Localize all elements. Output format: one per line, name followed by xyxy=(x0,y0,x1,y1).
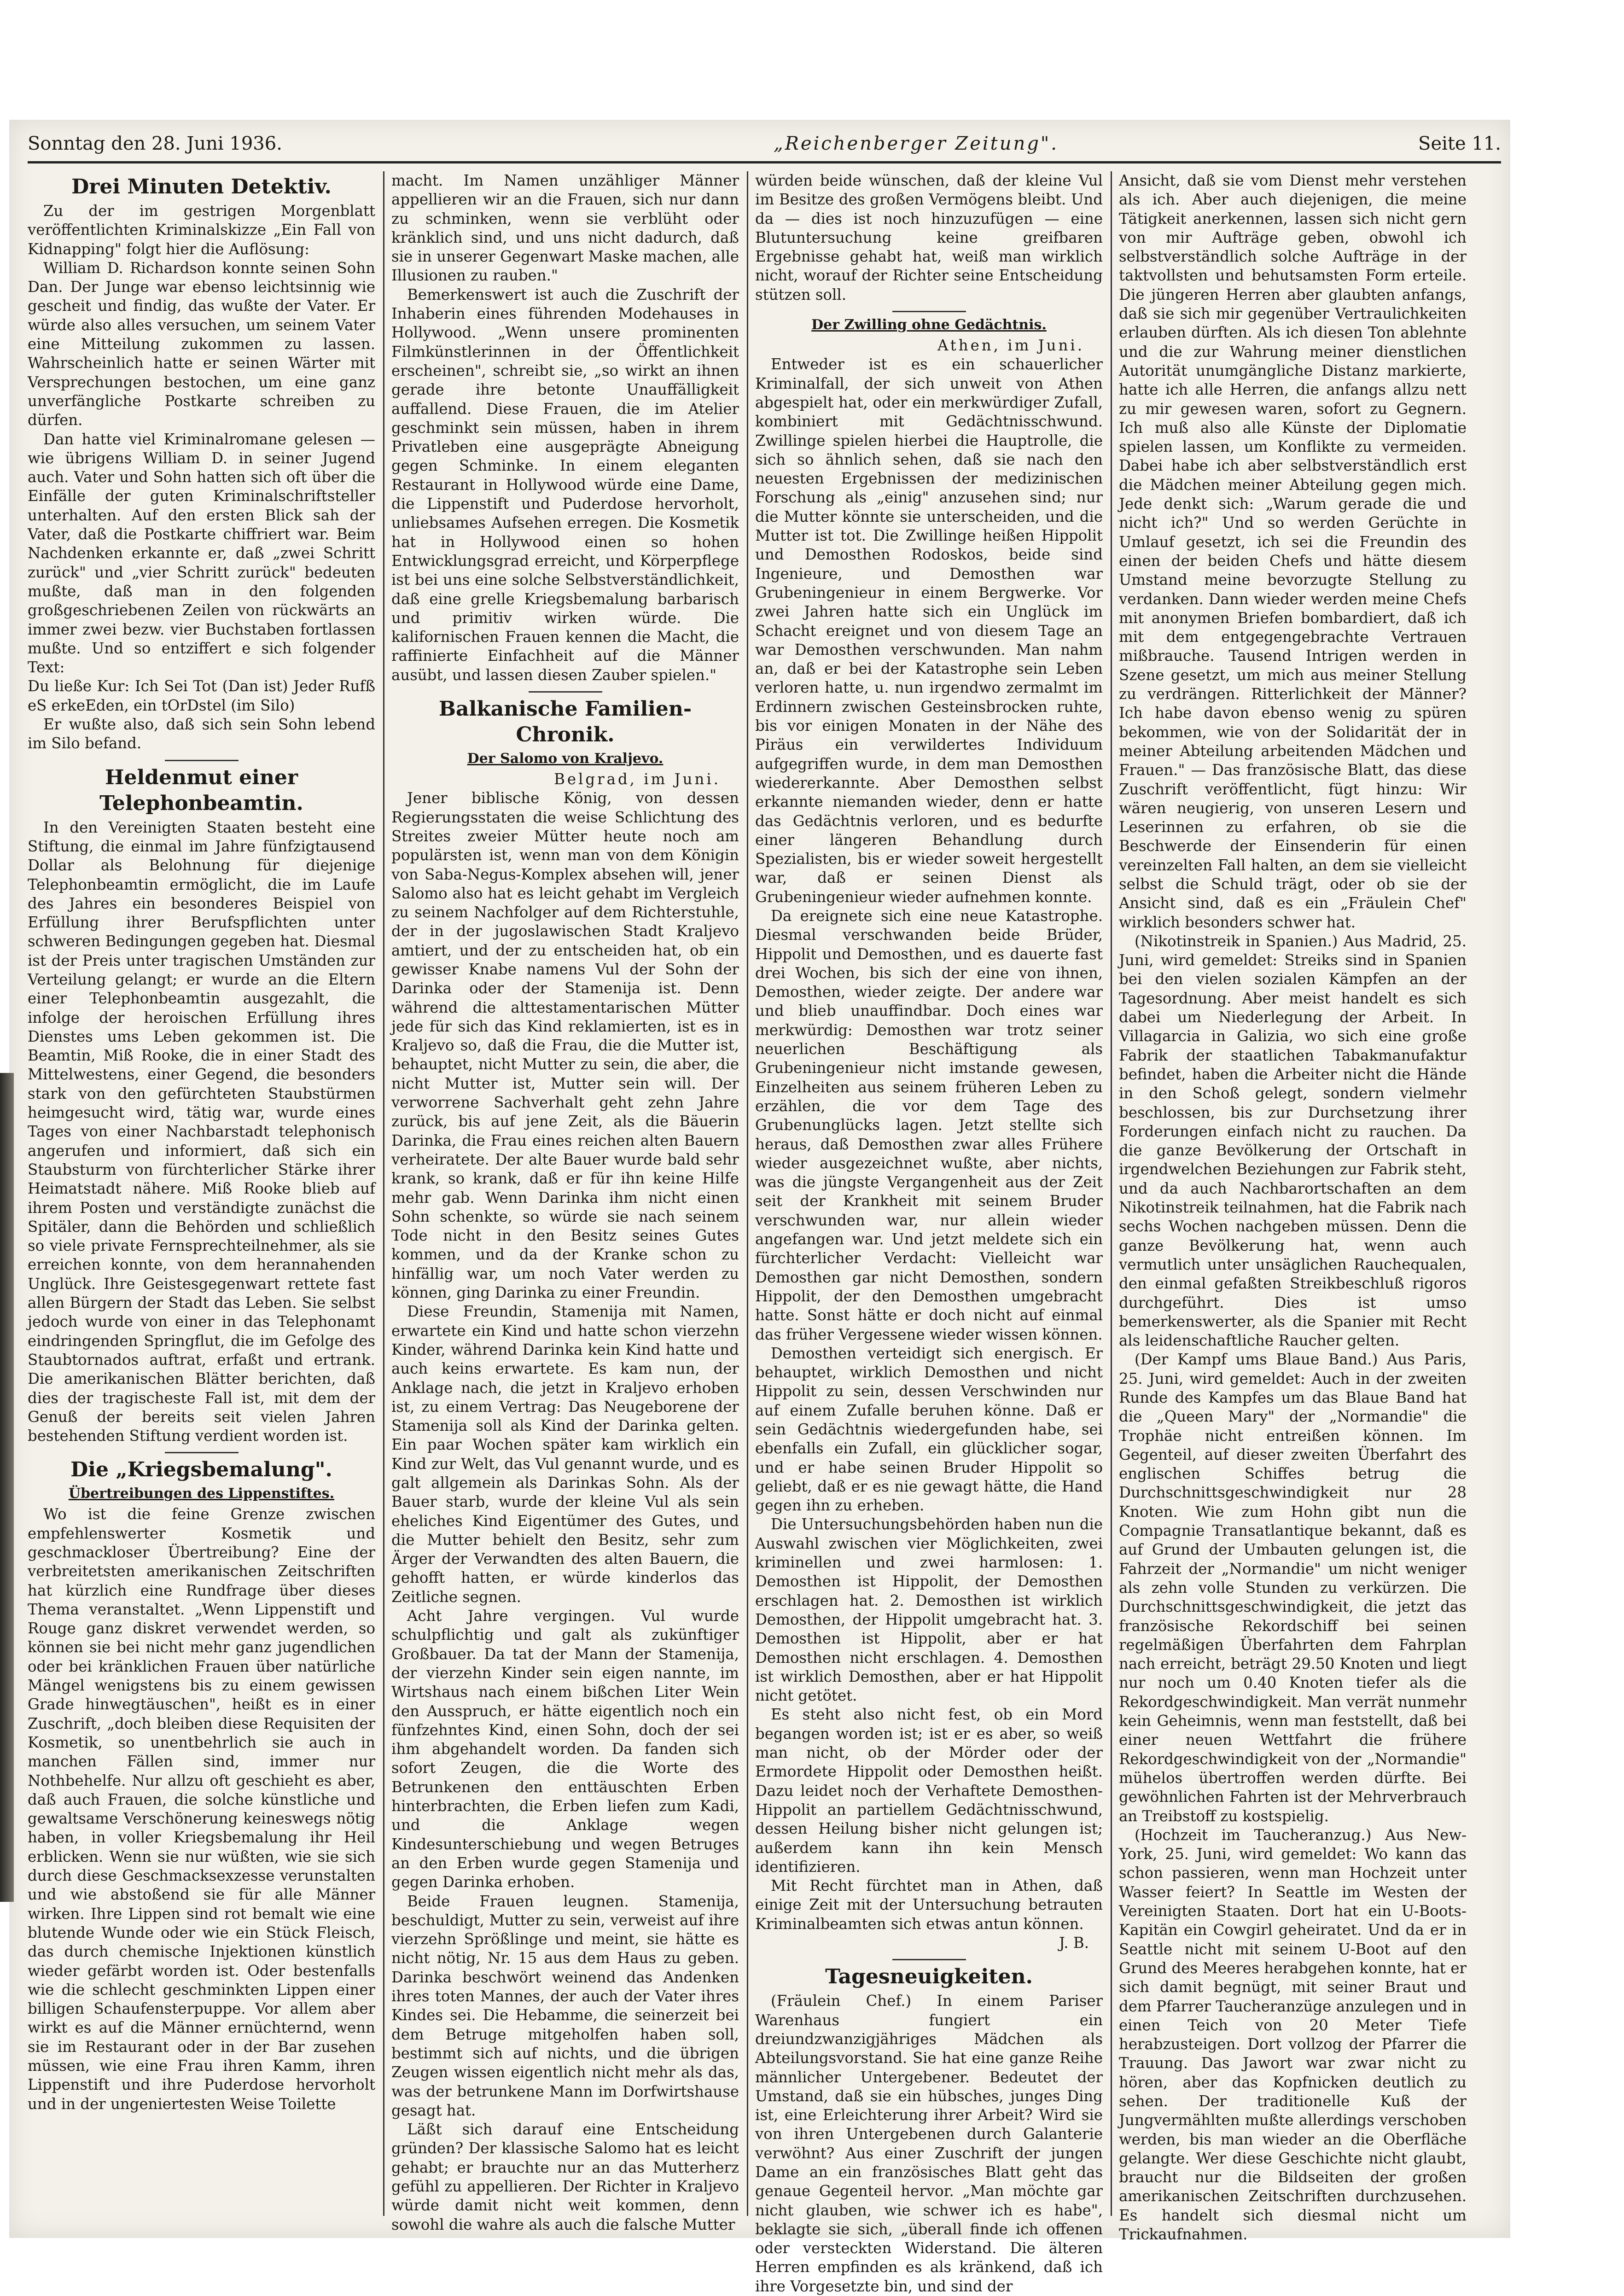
column-1 xyxy=(28,171,375,2216)
dateline: Athen, im Juni. xyxy=(937,337,1084,355)
paragraph: Die Untersuchungsbehörden haben nun die Auswahl zwischen vier Möglichkeiten, zwei kriminellen und zwei harmlosen: 1. Demosthen ist Hippolit, der Demosthen erschlagen hat. 2. Demosthen ist wirklich Demosthen, der Hippolit umgebracht hat. 3. Demosthen ist Hippolit, aber er hat Demosthen nicht erschlagen. 4. Demosthen ist wirklich Demosthen, aber er hat Hippolit nicht getötet. xyxy=(755,1515,1103,1705)
paragraph: Beide Frauen leugnen. Stamenija, beschuldigt, Mutter zu sein, verweist auf ihre vierzehn Sprößlinge und meint, sie hätte es nicht nötig, Nr. 15 aus dem Haus zu geben. Darinka beschwört weinend das Andenken ihres toten Mannes, der auch der Vater ihres Kindes sei. Die Hebamme, die seinerzeit bei dem Betruge mitgeholfen haben soll, bestimmt sich auf nichts, und die übrigen Zeugen wissen eigentlich nicht mehr als das, was der betrunkene Mann im Dorfwirtshause gesagt hat. xyxy=(391,1892,739,2119)
paragraph: Bemerkenswert ist auch die Zuschrift der Inhaberin eines führenden Modehauses in Hollywood. „Wenn unsere prominenten Filmkünstlerinnen in der Öffentlichkeit erscheinen", schreibt sie, „so wirkt an ihnen gerade ihre betonte Unauffälligkeit auffallend. Diese Frauen, die im Atelier geschminkt sein müssen, haben in ihrem Privatleben eine ausgeprägte Abneigung gegen Schminke. In einem eleganten Restaurant in Hollywood würde eine Dame, die Lippenstift und Puderdose hervorholt, unliebsames Aufsehen erregen. Die Kosmetik hat in Hollywood einen so hohen Entwicklungsgrad erreicht, und Körperpflege ist bei uns eine solche Selbstverständlichkeit, daß eine grelle Kriegsbemalung barbarisch und primitiv wirken würde. Die kalifornischen Frauen kennen die Macht, die raffinierte Einfachheit auf die Männer ausübt, und lassen diesen Zauber spielen." xyxy=(391,286,739,684)
dateline: Belgrad, im Juni. xyxy=(554,770,721,788)
cipher-text: Du ließe Kur: Ich Sei Tot (Dan ist) Jeder Rufß eS erkeEden, ein tOrDstel (im Silo) xyxy=(28,677,375,714)
paragraph: Acht Jahre vergingen. Vul wurde schulpflichtig und galt als zukünftiger Großbauer. Da tat der Mann der Stamenija, der vierzehn Kinder sein eigen nannte, im Wirtshaus nach einem bißchen Liter Wein den Ausspruch, er hätte eigentlich noch ein fünfzehntes Kind, einen Sohn, doch der sei ihm abgehandelt worden. Da fanden sich sofort Zeugen, die die Worte des Betrunkenen den enttäuschten Erben hinterbrachten, die Erben liefen zum Kadi, und die Anklage wegen Kindesunterschiebung und wegen Betruges an den Erben wurde gegen Stamenija und gegen Darinka erhoben. xyxy=(391,1607,739,1891)
divider xyxy=(892,311,966,312)
paragraph: Entweder ist es ein schauerlicher Kriminalfall, der sich unweit von Athen abgespielt hat, oder ein merkwürdiger Zufall, kombiniert mit Gedächtnisschwund. Zwillinge spielen hierbei die Hauptrolle, die sich so ähnlich sehen, daß sie nach den neuesten Ergebnissen der medizinischen Forschung als „einig" anzusehen sind; nur die Mutter könnte sie unterscheiden, und die Mutter ist tot. Die Zwillinge heißen Hippolit und Demosthen Rodoskos, beide sind Ingenieure, und Demosthen war Grubeningenieur in einem Bergwerke. Vor zwei Jahren hatte sich ein Unglück im Schacht ereignet und von diesem Tage an war Demosthen verschwunden. Man nahm an, daß er bei der Katastrophe sein Leben verloren hatte, u. nun irgendwo zermalmt im Erdinnern zwischen Gesteinsbrocken ruhte, bis vor einigen Monaten in der Nähe des Piräus ein verwildertes Individuum aufgegriffen wurde, in dem man Demosthen wiedererkannte. Aber Demosthen selbst erkannte niemanden wieder, denn er hatte das Gedächtnis verloren, und es bedurfte einer längeren Behandlung durch Spezialisten, bis er wieder soweit hergestellt war, daß er seinen Dienst als Grubeningenieur wieder aufnehmen konnte. xyxy=(755,355,1103,906)
column-3 xyxy=(755,171,1103,2295)
paragraph: Diese Freundin, Stamenija mit Namen, erwartete ein Kind und hatte schon vierzehn Kinder, während Darinka kein Kind hatte und auch keins erwartete. Es kam nun, der Anklage nach, die jetzt in Kraljevo erhoben ist, zu einem Vertrag: Das Neugeborene der Stamenija soll als Kind der Darinka gelten. Ein paar Wochen später kam wirklich ein Kind zur Welt, das Vul genannt wurde, und es galt allgemein als Darinkas Sohn. Als der Bauer starb, wurde der kleine Vul als sein eheliches Kind Eigentümer des Gutes, und die Mutter behielt den Besitz, sehr zum Ärger der Verwandten des alten Bauern, die gehofft hatten, er würde kinderlos das Zeitliche segnen. xyxy=(391,1303,739,1606)
headline-detektiv: Drei Minuten Detektiv. xyxy=(71,175,332,198)
paragraph: Demosthen verteidigt sich energisch. Er behauptet, wirklich Demosthen und nicht Hippolit zu sein, dessen Verschwinden nur auf einem Zufalle beruhen könne. Daß er sein Gedächtnis wiedergefunden habe, sei ebenfalls ein Zufall, ein glücklicher sogar, und er habe seinen Bruder Hippolit so geliebt, daß er es nie gewagt hätte, die Hand gegen ihn zu erheben. xyxy=(755,1344,1103,1515)
subheadline-zwilling: Der Zwilling ohne Gedächtnis. xyxy=(811,317,1047,333)
column-4 xyxy=(1119,171,1467,2244)
column-2 xyxy=(391,171,739,2233)
divider xyxy=(892,1959,966,1960)
paragraph: würden beide wünschen, daß der kleine Vul im Besitze des großen Vermögens bleibt. Und da — dies ist noch hinzuzufügen — eine Blutuntersuchung keine greifbaren Ergebnisse gehabt hat, weiß man wirklich nicht, worauf der Richter seine Entscheidung stützen soll. xyxy=(755,172,1103,303)
column-divider xyxy=(747,171,748,2216)
header-paper-name: „Reichenberger Zeitung". xyxy=(774,133,1059,154)
page-header xyxy=(28,127,1501,161)
header-rule xyxy=(28,161,1501,163)
paragraph: In den Vereinigten Staaten besteht eine Stiftung, die einmal im Jahre fünfzigtausend Dollar als Belohnung für diejenige Telephonbeamtin ermöglicht, die im Laufe des Jahres ein besonderes Beispiel von Erfüllung ihrer Berufspflichten unter schweren Bedingungen gegeben hat. Diesmal ist der Preis unter tragischen Umständen zur Verteilung gelangt; er wurde an die Eltern einer Telephonbeamtin ausgezahlt, die infolge der heroischen Erfüllung ihres Dienstes ums Leben gekommen ist. Die Beamtin, Miß Rooke, die in einer Stadt des Mittelwestens, einer Gegend, die besonders stark von den gefürchteten Staubstürmen heimgesucht wird, tätig war, wurde eines Tages von einer Nachbarstadt telephonisch angerufen und informiert, daß sich ein Staubsturm von fürchterlicher Stärke ihrer Heimatstadt nähere. Miß Rooke blieb auf ihrem Posten und verständigte zunächst die Spitäler, dann die Behörden und schließlich so viele private Fernsprechteilnehmer, als sie erreichen konnte, von dem herannahenden Unglück. Ihre Geistesgegenwart rettete fast allen Bürgern der Stadt das Leben. Sie selbst jedoch wurde von einer in das Telephonamt eindringenden Springflut, die im Gefolge des Staubtornados auftrat, erfaßt und ertrank. Die amerikanischen Blätter berichten, daß dies der tragischeste Fall ist, mit dem der Genuß der bereits seit vielen Jahren bestehenden Stiftung verdient worden ist. xyxy=(28,818,375,1445)
divider xyxy=(165,760,239,761)
paragraph: (Nikotinstreik in Spanien.) Aus Madrid, 25. Juni, wird gemeldet: Streiks sind in Spanien bei den vielen sozialen Kämpfen an der Tagesordnung. Aber meist handelt es sich dabei um Niederlegung der Arbeit. In Villagarcia in Galizia, wo sich eine große Fabrik der staatlichen Tabakmanufaktur befindet, haben die Arbeiter nicht die Hände in den Schoß gelegt, sondern vielmehr beschlossen, bis zur Durchsetzung ihrer Forderungen einfach nicht zu rauchen. Da die ganze Bevölkerung der Ortschaft in irgendwelchen Beziehungen zur Fabrik steht, und da auch Nachbarortschaften an dem Nikotinstreik teilnahmen, hat die Fabrik nach sechs Wochen nachgeben müssen. Denn die ganze Bevölkerung hat, wenn auch vermutlich unter unsäglichen Rauchequalen, den einmal gefaßten Streikbeschluß rigoros durchgeführt. Dies ist umso bemerkenswerter, als die Spanier mit Recht als leidenschaftliche Raucher gelten. xyxy=(1119,932,1467,1350)
paragraph: macht. Im Namen unzähliger Männer appellieren wir an die Frauen, sich nur dann zu schminken, wenn sie verblüht oder kränklich sind, und uns nicht dadurch, daß sie in unserer Gegenwart Maske machen, alle Illusionen zu rauben." xyxy=(391,172,739,285)
paragraph: William D. Richardson konnte seinen Sohn Dan. Der Junge war ebenso leichtsinnig wie gescheit und findig, das wußte der Vater. Er würde also alles versuchen, um seinem Vater eine Mitteilung zukommen zu lassen. Wahrscheinlich hatte er seinen Wärter mit Versprechungen bestochen, um eine ganz unverfängliche Postkarte schreiben zu dürfen. xyxy=(28,259,375,429)
author-signature: J. B. xyxy=(1059,1934,1089,1952)
paragraph: Da ereignete sich eine neue Katastrophe. Diesmal verschwanden beide Brüder, Hippolit und Demosthen, und es dauerte fast drei Wochen, bis sich der eine von ihnen, Demosthen, wieder zeigte. Der andere war und blieb unauffindbar. Doch eines war merkwürdig: Demosthen war trotz seiner neuerlichen Beschäftigung als Grubeningenieur nicht imstande gewesen, Einzelheiten aus seinem früheren Leben zu erzählen, die vor dem Tage des Grubenunglücks lagen. Jetzt stellte sich heraus, daß Demosthen zwar alles Frühere wieder ausgezeichnet wußte, aber nichts, was die jüngste Vergangenheit aus der Zeit seit der Krankheit mit seinem Bruder verschwunden war, nur allein wieder angefangen war. Und jetzt meldete sich ein fürchterlicher Verdacht: Vielleicht war Demosthen gar nicht Demosthen, sondern Hippolit, der den Demosthen umgebracht hatte. Sonst hätte er doch nicht auf einmal das früher Vergessene wieder wissen können. xyxy=(755,907,1103,1343)
paragraph: (Der Kampf ums Blaue Band.) Aus Paris, 25. Juni, wird gemeldet: Auch in der zweiten Runde des Kampfes um das Blaue Band hat die „Queen Mary" der „Normandie" die Trophäe nicht entreißen können. Im Gegenteil, auf dieser zweiten Überfahrt des englischen Schiffes betrug die Durchschnittsgeschwindigkeit nur 28 Knoten. Wie zum Hohn gibt nun die Compagnie Transatlantique bekannt, daß es auf Grund der Umbauten gelungen ist, die Fahrzeit der „Normandie" um nicht weniger als zehn volle Stunden zu verkürzen. Die Durchschnittsgeschwindigkeit, die jetzt das französische Rekordschiff bei seinen regelmäßigen Überfahrten dem Fahrplan nach erreicht, beträgt 29.50 Knoten und liegt nur noch um 0.40 Knoten tiefer als die Rekordgeschwindigkeit. Man verrät nunmehr kein Geheimnis, wenn man feststellt, daß bei einer neuen Wettfahrt die frühere Rekordgeschwindigkeit von der „Normandie" mühelos übertroffen werden dürfte. Bei gewöhnlichen Fahrten ist der Mehrverbrauch an Treibstoff zu kostspielig. xyxy=(1119,1351,1467,1825)
headline-balkan: Balkanische Familien-Chronik. xyxy=(438,697,692,747)
paragraph: (Hochzeit im Taucheranzug.) Aus New-York, 25. Juni, wird gemeldet: Wo kann das schon passieren, wenn man Hochzeit unter Wasser feiert? In Seattle im Westen der Vereinigten Staaten. Dort hat ein U-Boots-Kapitän ein Cowgirl geheiratet. Und da er in Seattle nicht mit seinem U-Boot auf den Grund des Meeres herabgehen konnte, hat er sich damit begnügt, mit seiner Braut und dem Pfarrer Taucheranzüge anzulegen und in einen Teich von 20 Meter Tiefe herabzusteigen. Dort vollzog der Pfarrer die Trauung. Das Jawort war zwar nicht zu hören, aber das Kopfnicken deutlich zu sehen. Der traditionelle Kuß der Jungvermählten mußte allerdings verschoben werden, bis man wieder an die Oberfläche gelangte. Wer diese Geschichte nicht glaubt, braucht nur die Bildseiten der großen amerikanischen Zeitschriften durchzusehen. Es handelt sich diesmal nicht um Trickaufnahmen. xyxy=(1119,1826,1467,2244)
header-date: Sonntag den 28. Juni 1936. xyxy=(28,133,282,154)
paragraph: Es steht also nicht fest, ob ein Mord begangen worden ist; ist er es aber, so weiß man nicht, ob der Mörder oder der Ermordete Hippolit oder Demosthen heißt. Dazu leidet noch der Verhaftete Demosthen-Hippolit an partiellem Gedächtnisschwund, dessen Heilung bisher nicht gelungen ist; außerdem kann ihn kein Mensch identifizieren. xyxy=(755,1706,1103,1876)
subheadline-salomo: Der Salomo von Kraljevo. xyxy=(467,751,664,767)
paragraph: Mit Recht fürchtet man in Athen, daß einige Zeit mit der Untersuchung betrauten Kriminalbeamten sich etwas antun können. xyxy=(755,1877,1103,1933)
paragraph: Dan hatte viel Kriminalromane gelesen — wie übrigens William D. in seiner Jugend auch. Vater und Sohn hatten sich oft über die Einfälle der guten Kriminalschriftsteller unterhalten. Auf den ersten Blick sah der Vater, daß die Postkarte chiffriert war. Beim Nachdenken erkannte er, daß „zwei Schritt zurück" und „vier Schritt zurück" bedeuten mußte, daß man in den folgenden großgeschriebenen Zeilen von rückwärts an immer zwei bezw. vier Buchstaben fortlassen mußte. Und so entziffert e sich folgender Text: xyxy=(28,430,375,676)
paragraph: Er wußte also, daß sich sein Sohn lebend im Silo befand. xyxy=(28,716,375,752)
headline-kriegsbemalung: Die „Kriegsbemalung". xyxy=(70,1458,332,1482)
paragraph: Läßt sich darauf eine Entscheidung gründen? Der klassische Salomo hat es leicht gehabt; er brauchte nur an das Mutterherz gefühl zu appellieren. Der Richter in Kraljevo würde damit nicht weit kommen, denn sowohl die wahre als auch die falsche Mutter xyxy=(391,2121,739,2233)
column-divider xyxy=(1111,171,1112,2216)
divider xyxy=(529,691,602,693)
header-page-number: Seite 11. xyxy=(1418,133,1501,154)
paragraph: Zu der im gestrigen Morgenblatt veröffentlichten Kriminalskizze „Ein Fall von Kidnapping" folgt hier die Auflösung: xyxy=(28,202,375,258)
column-divider xyxy=(383,171,384,2216)
subheadline-kriegsbemalung: Übertreibungen des Lippenstiftes. xyxy=(68,1486,335,1502)
page-edge-shadow xyxy=(0,1073,14,1902)
paragraph: Ansicht, daß sie vom Dienst mehr verstehen als ich. Aber auch diejenigen, die meine Tätigkeit anerkennen, lassen sich nicht gern von mir Aufträge geben, obwohl ich selbstverständlich solche Aufträge in der taktvollsten und behutsamsten Form erteile. Die jüngeren Herren aber glaubten anfangs, daß sie sich mir gegenüber Vertraulichkeiten erlauben dürften. Als ich diesen Ton ablehnte und die zur Wahrung meiner dienstlichen Autorität unumgängliche Distanz markierte, hatte ich alle Herren, die anfangs allzu nett zu mir gewesen waren, sofort zu Gegnern. Ich muß also alle Künste der Diplomatie spielen lassen, um Konflikte zu vermeiden. Dabei habe ich aber selbstverständlich erst die Mädchen meiner Abteilung gegen mich. Jede denkt sich: „Warum gerade die und nicht ich?" Und so werden Gerüchte in Umlauf gesetzt, ich sei die Freundin des einen der beiden Chefs und hätte diesem Umstand meine bevorzugte Stellung zu verdanken. Dann wieder werden meine Chefs mit anonymen Briefen bombardiert, daß ich mit dem entgegengebrachte Vertrauen mißbrauche. Tausend Intrigen werden in Szene gesetzt, um mich aus meiner Stellung zu verdrängen. Ritterlichkeit der Männer? Ich habe davon ebenso wenig zu spüren bekommen, wie von der Solidarität der in meiner Abteilung arbeitenden Mädchen und Frauen." — Das französische Blatt, das diese Zuschrift veröffentlicht, fügt hinzu: Wir wären neugierig, von unseren Lesern und Leserinnen zu erfahren, ob sie die Beschwerde der Einsenderin für einen vereinzelten Fall halten, an dem sie vielleicht selbst die Schuld trägt, oder ob sie der Ansicht sind, daß es ein „Fräulein Chef" wirklich besonders schwer hat. xyxy=(1119,172,1467,931)
paragraph: (Fräulein Chef.) In einem Pariser Warenhaus fungiert ein dreiundzwanzigjähriges Mädchen als Abteilungsvorstand. Sie hat eine ganze Reihe männlicher Untergebener. Bedeutet der Umstand, daß sie ein hübsches, junges Ding ist, eine Erleichterung ihrer Arbeit? Wird sie von ihren Untergebenen durch Galanterie verwöhnt? Aus einer Zuschrift der jungen Dame an ein französisches Blatt geht das genaue Gegenteil hervor. „Man möchte gar nicht glauben, wie schwer ich es habe", beklagte sie sich, „überall finde ich offenen oder versteckten Widerstand. Die älteren Herren empfinden es als kränkend, daß ich ihre Vorgesetzte bin, und sind der xyxy=(755,1992,1103,2295)
divider xyxy=(165,1452,239,1453)
paragraph: Wo ist die feine Grenze zwischen empfehlenswerter Kosmetik und geschmackloser Übertreibung? Eine der verbreitetsten amerikanischen Zeitschriften hat kürzlich eine Rundfrage über dieses Thema veranstaltet. „Wenn Lippenstift und Rouge ganz diskret verwendet werden, so können sie bei nicht mehr ganz jugendlichen oder bei kränklichen Frauen über natürliche Mängel wenigstens bis zu einem gewissen Grade hinwegtäuschen", heißt es in einer Zuschrift, „doch bleiben diese Requisiten der Kosmetik, so unentbehrlich sie auch in manchen Fällen sind, immer nur Nothbehelfe. Nur allzu oft geschieht es aber, daß auch Frauen, die solche künstliche und gewaltsame Verschönerung keineswegs nötig haben, in voller Kriegsbemalung ihr Heil erblicken. Wenn sie nur wüßten, wie sie sich durch diese Geschmacksexzesse verunstalten und wie abstoßend sie für alle Männer wirken. Ihre Lippen sind rot bemalt wie eine blutende Wunde oder wie ein Stück Fleisch, das durch chemische Injektionen künstlich wieder gefärbt worden ist. Oder bestenfalls wie die schlecht geschminkten Lippen einer billigen Schaufensterpuppe. Vor allem aber wirkt es auf die Männer ernüchternd, wenn sie im Restaurant oder in der Bar zusehen müssen, wie eine Frau ihren Kamm, ihren Lippenstift und ihre Puderdose hervorholt und in der ungeniertesten Weise Toilette xyxy=(28,1505,375,2113)
paragraph: Jener biblische König, von dessen Regierungsstaten die weise Schlichtung des Streites zweier Mütter heute noch am populärsten ist, wenn man von dem Königin von Saba-Negus-Komplex absehen will, jener Salomo also hat es leicht gehabt im Vergleich zu seinem Nachfolger auf dem Richterstuhle, der in der jugoslawischen Stadt Kraljevo amtiert, und der zu entscheiden hat, ob ein gewisser Knabe namens Vul der Sohn der Darinka oder der Stamenija ist. Denn während die alttestamentarischen Mütter jede für sich das Kind reklamierten, ist es in Kraljevo so, daß die Frau, die die Mutter ist, behauptet, nicht Mutter zu sein, die aber, die nicht Mutter ist, Mutter sein will. Der verworrene Sachverhalt geht zehn Jahre zurück, bis auf jene Zeit, als die Bäuerin Darinka, die Frau eines reichen alten Bauern verheiratete. Der alte Bauer wurde bald sehr krank, so krank, daß er für ihn keine Hilfe mehr gab. Wenn Darinka ihm nicht einen Sohn schenkte, so würde sie nach seinem Tode nicht in den Besitz seines Gutes kommen, und da der Kranke schon zu hinfällig war, um noch Vater werden zu können, ging Darinka zu einer Freundin. xyxy=(391,789,739,1302)
headline-heldenmut: Heldenmut einer Telephonbeamtin. xyxy=(99,765,303,815)
headline-tagesneuigkeiten: Tagesneuigkeiten. xyxy=(825,1965,1033,1989)
